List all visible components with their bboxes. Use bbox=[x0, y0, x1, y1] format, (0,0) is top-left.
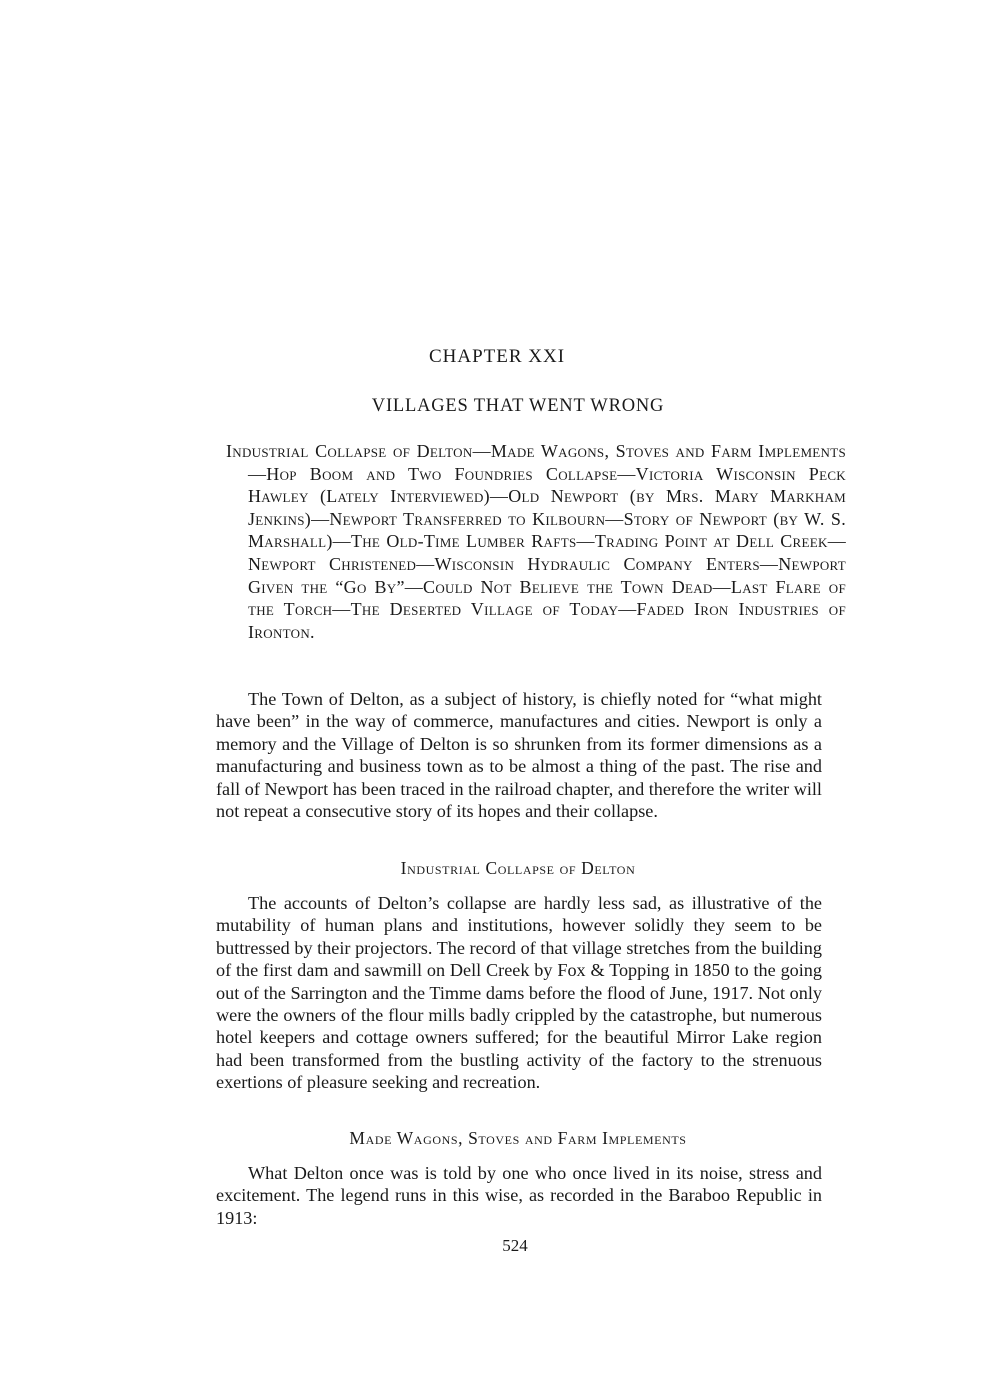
section-heading-industrial-collapse: Industrial Collapse of Delton bbox=[400, 858, 636, 878]
body-paragraph-3: What Delton once was is told by one who once lived in its noise, stress and excitement. The legend runs in this wise, as recorded in the Baraboo Republic in 1913: bbox=[216, 1163, 822, 1228]
body-paragraph-2: The accounts of Delton’s collapse are hardly less sad, as illustrative of the mutability of human plans and institutions, however solidly they seem to be buttressed by their projectors. The record of that village stretches from the building of the first dam and sawmill on Dell Creek by Fox & Topping in 1850 to the going out of the Sarrington and the Timme dams before the flood of June, 1917. Not only were the owners of the flour mills badly crippled by the catastrophe, but numerous hotel keepers and cottage owners suffered; for the beautiful Mirror Lake region had been transformed from the bustling activity of the factory to the strenuous exertions of pleasure seeking and recreation. bbox=[216, 893, 822, 1093]
chapter-title: VILLAGES THAT WENT WRONG bbox=[371, 396, 665, 416]
section-heading-made-wagons: Made Wagons, Stoves and Farm Implements bbox=[349, 1128, 687, 1148]
body-paragraph-1: The Town of Delton, as a subject of history, is chiefly noted for “what might have been” in the way of commerce, manufactures and cities. Newport is only a memory and the Village of Delton is so shrunken from its former dimensions as a manufacturing and business town as to be almost a thing of the past. The rise and fall of Newport has been traced in the railroad chapter, and therefore the writer will not repeat a consecutive story of its hopes and their collapse. bbox=[216, 689, 822, 822]
chapter-number: CHAPTER XXI bbox=[428, 346, 566, 367]
page-number: 524 bbox=[502, 1236, 528, 1255]
chapter-synopsis: Industrial Collapse of Delton—Made Wagons, Stoves and Farm Implements—Hop Boom and Two Foundries Collapse—Victoria Wisconsin Peck Hawley (Lately Interviewed)—Old Newport (by Mrs. Mary Markham Jenkins)—Newport Transferred to Kilbourn—Story of Newport (by W. S. Marshall)—The Old-Time Lumber Rafts—Trading Point at Dell Creek—Newport Christened—Wisconsin Hydraulic Company Enters—Newport Given the “Go By”—Could Not Believe the Town Dead—Last Flare of the Torch—The Deserted Village of Today—Faded Iron Industries of Ironton. bbox=[226, 441, 846, 642]
